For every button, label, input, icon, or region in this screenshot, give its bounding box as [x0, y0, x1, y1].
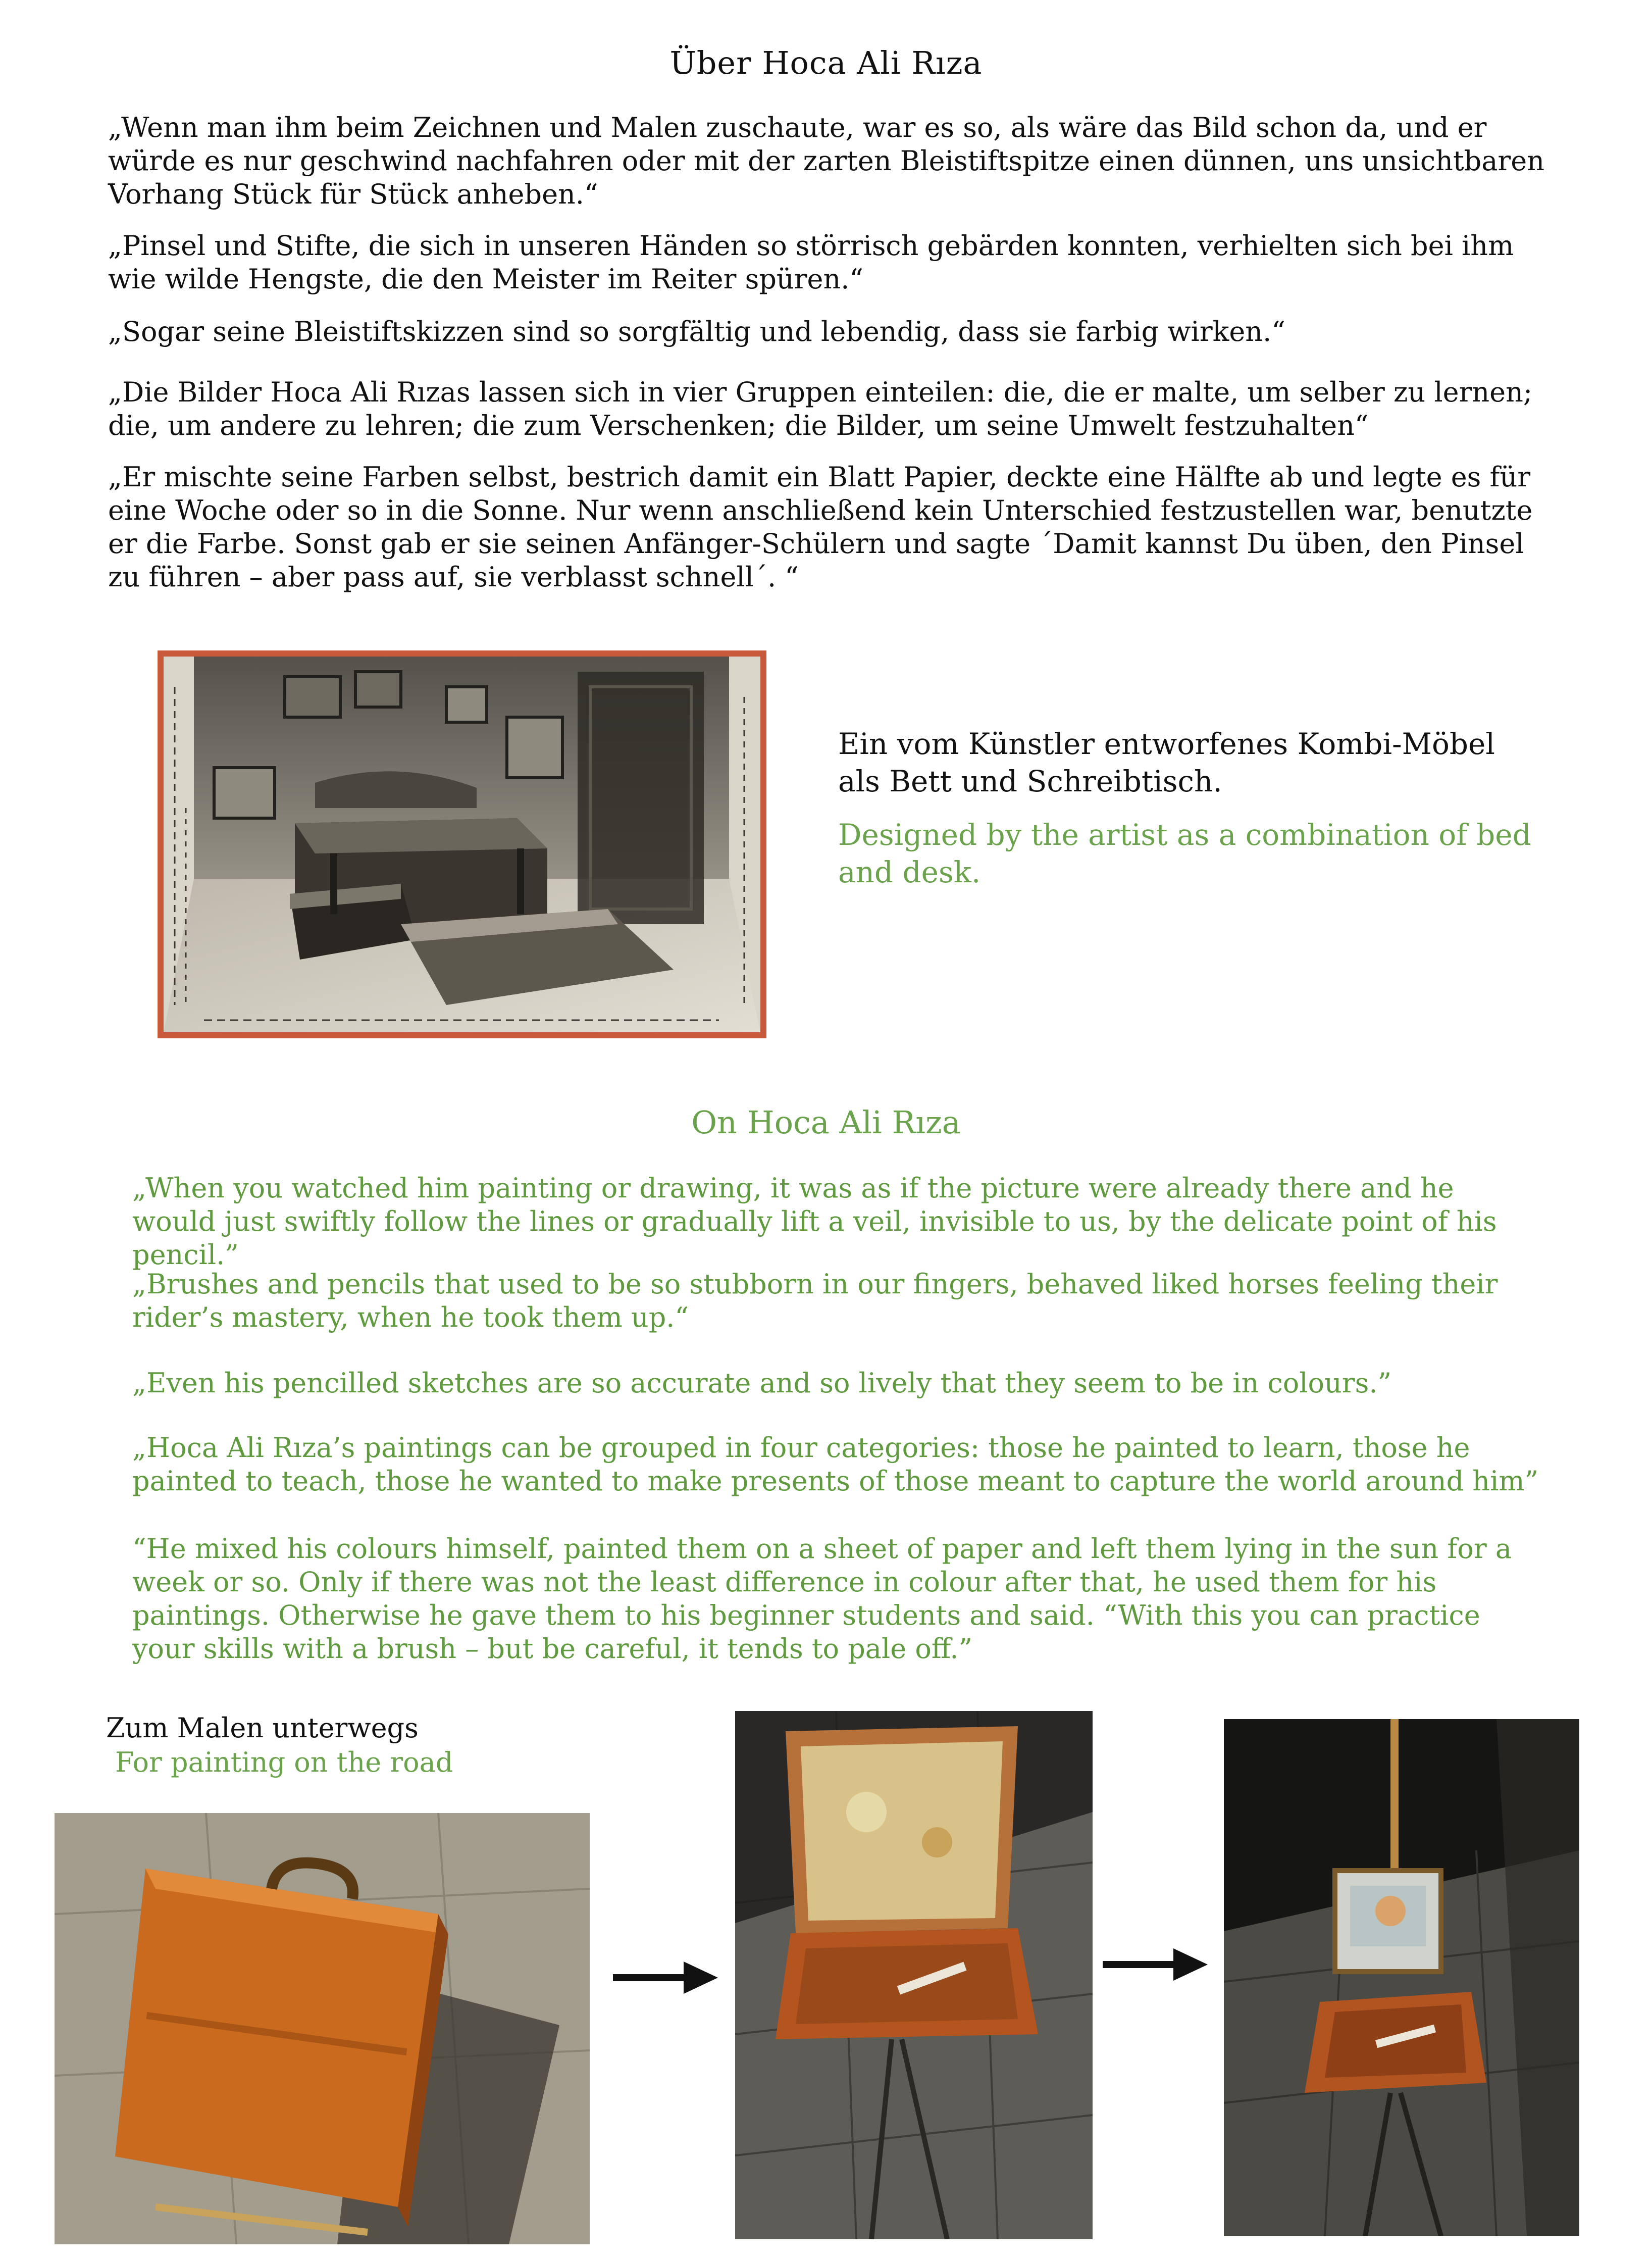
- en-quote-3: [132, 1367, 1546, 1400]
- easel-painting-image: [1224, 1719, 1579, 2236]
- en-quote-3-text: „Even his pencilled sketches are so accurate and so lively that they seem to be in colours.”: [132, 1367, 1392, 1399]
- photo-open-paintbox: [735, 1711, 1093, 2239]
- page-title-en: On Hoca Ali Rıza: [691, 1104, 961, 1141]
- closed-paintbox-image: [55, 1813, 590, 2244]
- en-quote-4: [132, 1431, 1546, 1498]
- photo-closed-paintbox: [55, 1813, 590, 2244]
- de-quote-4-text: „Die Bilder Hoca Ali Rızas lassen sich in vier Gruppen einteilen: die, die er malte, um selber zu lernen; die, um andere zu lehren; die zum Verschenken; die Bilder, um seine Umwelt festzuhalten“: [108, 376, 1533, 441]
- bed-desk-sketch-image: [164, 657, 760, 1032]
- en-quote-1-text: „When you watched him painting or drawing, it was as if the picture were already there and he would just swiftly follow the lines or gradually lift a veil, invisible to us, by the delicate point of his pencil.”: [132, 1172, 1497, 1271]
- road-label-en: For painting on the road: [115, 1746, 453, 1778]
- arrow-right-icon: [613, 1957, 719, 1998]
- de-quote-3-text: „Sogar seine Bleistiftskizzen sind so sorgfältig und lebendig, dass sie farbig wirken.“: [108, 316, 1285, 347]
- page-title-de: Über Hoca Ali Rıza: [669, 44, 983, 81]
- open-paintbox-image: [735, 1711, 1093, 2239]
- de-quote-2: [108, 229, 1562, 296]
- de-quote-2-text: „Pinsel und Stifte, die sich in unseren Händen so störrisch gebärden konnten, verhielten sich bei ihm wie wilde Hengste, die den Meister im Reiter spüren.“: [108, 230, 1514, 295]
- en-quote-5-text: “He mixed his colours himself, painted them on a sheet of paper and left them lying in the sun for a week or so. Only if there was not the least difference in colour after that, he used them for his paintings. Otherwise he gave them to his beginner students and said. “With this you can practice your skills with a brush – but be careful, it tends to pale off.”: [132, 1533, 1512, 1665]
- de-quote-3: [108, 315, 1552, 348]
- bed-desk-drawing: [158, 650, 766, 1038]
- de-quote-4: [108, 376, 1552, 442]
- en-quote-4-text: „Hoca Ali Rıza’s paintings can be grouped in four categories: those he painted to learn, those he painted to teach, those he wanted to make presents of those meant to capture the world around him”: [132, 1432, 1539, 1497]
- bed-caption-en: Designed by the artist as a combination of bed and desk.: [838, 818, 1531, 889]
- en-quote-1: [132, 1172, 1546, 1272]
- de-quote-1-text: „Wenn man ihm beim Zeichnen und Malen zuschaute, war es so, als wäre das Bild schon da, und er würde es nur geschwind nachfahren oder mit der zarten Bleistiftspitze einen dünnen, uns unsichtbaren Vorhang Stück für Stück anheben.“: [108, 112, 1544, 210]
- road-label-de: Zum Malen unterwegs: [106, 1712, 419, 1744]
- en-quote-2-text: „Brushes and pencils that used to be so stubborn in our fingers, behaved liked horses feeling their rider’s mastery, when he took them up.“: [132, 1268, 1498, 1333]
- bed-caption-de: Ein vom Künstler entworfenes Kombi-Möbel als Bett und Schreibtisch.: [838, 727, 1495, 798]
- de-quote-5-text: „Er mischte seine Farben selbst, bestrich damit ein Blatt Papier, deckte eine Hälfte ab und legte es für eine Woche oder so in die Sonne. Nur wenn anschließend kein Unterschied festzustellen war, benutzte er die Farbe. Sonst gab er sie seinen Anfänger-Schülern und sagte ´Damit kannst Du üben, den Pinsel zu führen – aber pass auf, sie verblasst schnell´. “: [108, 461, 1533, 593]
- de-quote-1: [108, 111, 1552, 211]
- photo-easel-painting: [1224, 1719, 1579, 2236]
- en-quote-2: [132, 1268, 1546, 1334]
- en-quote-5: [132, 1532, 1546, 1666]
- arrow-right-icon: [1103, 1944, 1209, 1985]
- de-quote-5: [108, 461, 1562, 594]
